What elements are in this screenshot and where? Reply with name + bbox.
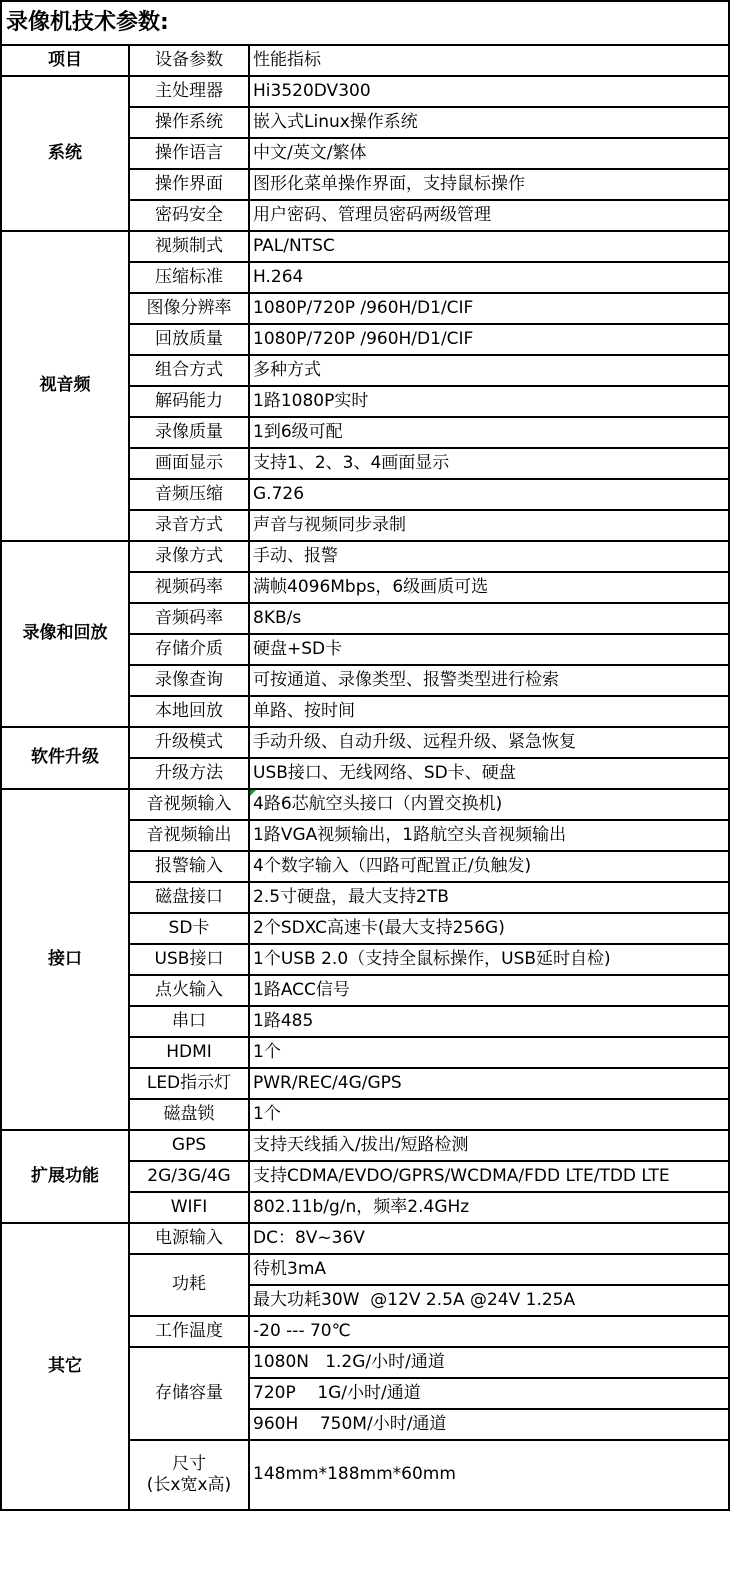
value-cell: 1路VGA视频输出，1路航空头音视频输出 xyxy=(249,820,729,851)
value-cell: 2个SDXC高速卡(最大支持256G) xyxy=(249,913,729,944)
value-cell: 148mm*188mm*60mm xyxy=(249,1440,729,1510)
page-title: 录像机技术参数: xyxy=(1,1,729,45)
param-cell: 磁盘接口 xyxy=(129,882,249,913)
param-cell: 视频制式 xyxy=(129,231,249,262)
value-cell: 1080P/720P /960H/D1/CIF xyxy=(249,324,729,355)
header-row xyxy=(1,45,729,76)
value-cell: 多种方式 xyxy=(249,355,729,386)
table-row xyxy=(1,231,729,262)
value-cell: 手动升级、自动升级、远程升级、紧急恢复 xyxy=(249,727,729,758)
param-cell: 视频码率 xyxy=(129,572,249,603)
value-cell: 1080P/720P /960H/D1/CIF xyxy=(249,293,729,324)
value-cell: 硬盘+SD卡 xyxy=(249,634,729,665)
header-value: 性能指标 xyxy=(249,45,729,76)
param-cell: 2G/3G/4G xyxy=(129,1161,249,1192)
value-cell: 图形化菜单操作界面，支持鼠标操作 xyxy=(249,169,729,200)
value-cell: G.726 xyxy=(249,479,729,510)
value-cell: USB接口、无线网络、SD卡、硬盘 xyxy=(249,758,729,789)
param-cell: 操作界面 xyxy=(129,169,249,200)
comment-flag-icon xyxy=(250,790,256,796)
group-system: 系统 xyxy=(1,76,129,231)
value-cell: PWR/REC/4G/GPS xyxy=(249,1068,729,1099)
value-cell: 802.11b/g/n，频率2.4GHz xyxy=(249,1192,729,1223)
param-cell: LED指示灯 xyxy=(129,1068,249,1099)
param-cell: 升级方法 xyxy=(129,758,249,789)
param-cell: 录像质量 xyxy=(129,417,249,448)
title-row xyxy=(1,1,729,45)
param-cell: 回放质量 xyxy=(129,324,249,355)
group-upgrade: 软件升级 xyxy=(1,727,129,789)
param-cell: 串口 xyxy=(129,1006,249,1037)
table-row xyxy=(1,76,729,107)
group-recording: 录像和回放 xyxy=(1,541,129,727)
value-cell: -20 --- 70℃ xyxy=(249,1316,729,1347)
value-cell: 中文/英文/繁体 xyxy=(249,138,729,169)
param-cell: 操作语言 xyxy=(129,138,249,169)
param-cell: 图像分辨率 xyxy=(129,293,249,324)
table-row xyxy=(1,1223,729,1254)
param-cell: 报警输入 xyxy=(129,851,249,882)
header-group: 项目 xyxy=(1,45,129,76)
value-cell: 支持天线插入/拔出/短路检测 xyxy=(249,1130,729,1161)
param-cell: 录像查询 xyxy=(129,665,249,696)
param-cell: 升级模式 xyxy=(129,727,249,758)
value-cell: 1路1080P实时 xyxy=(249,386,729,417)
value-cell: 960H 750M/小时/通道 xyxy=(249,1409,729,1440)
param-cell xyxy=(129,1440,249,1510)
value-cell: Hi3520DV300 xyxy=(249,76,729,107)
value-cell: 单路、按时间 xyxy=(249,696,729,727)
param-cell: 音频码率 xyxy=(129,603,249,634)
value-cell: 8KB/s xyxy=(249,603,729,634)
group-extension: 扩展功能 xyxy=(1,1130,129,1223)
value-cell: 1路ACC信号 xyxy=(249,975,729,1006)
value-text: 4路6芯航空头接口（内置交换机) xyxy=(253,793,503,814)
param-cell: 主处理器 xyxy=(129,76,249,107)
value-cell: 满帧4096Mbps，6级画质可选 xyxy=(249,572,729,603)
param-cell: 组合方式 xyxy=(129,355,249,386)
param-cell: 操作系统 xyxy=(129,107,249,138)
size-label-line2: (长x宽x高) xyxy=(146,1475,232,1495)
param-cell: WIFI xyxy=(129,1192,249,1223)
param-cell: HDMI xyxy=(129,1037,249,1068)
size-label-line1: 尺寸 xyxy=(172,1453,206,1474)
value-cell: 4个数字输入（四路可配置正/负触发) xyxy=(249,851,729,882)
value-cell: 可按通道、录像类型、报警类型进行检索 xyxy=(249,665,729,696)
param-cell: 点火输入 xyxy=(129,975,249,1006)
value-cell: 1080N 1.2G/小时/通道 xyxy=(249,1347,729,1378)
value-cell: 1个 xyxy=(249,1099,729,1130)
value-cell: 1个 xyxy=(249,1037,729,1068)
param-cell: 录音方式 xyxy=(129,510,249,541)
param-cell: 录像方式 xyxy=(129,541,249,572)
value-cell: DC：8V~36V xyxy=(249,1223,729,1254)
param-cell: 工作温度 xyxy=(129,1316,249,1347)
param-cell: 本地回放 xyxy=(129,696,249,727)
param-cell: SD卡 xyxy=(129,913,249,944)
value-cell: 支持1、2、3、4画面显示 xyxy=(249,448,729,479)
value-cell: 待机3mA xyxy=(249,1254,729,1285)
value-cell: 720P 1G/小时/通道 xyxy=(249,1378,729,1409)
value-cell: 支持CDMA/EVDO/GPRS/WCDMA/FDD LTE/TDD LTE xyxy=(249,1161,729,1192)
value-cell: 最大功耗30W @12V 2.5A @24V 1.25A xyxy=(249,1285,729,1316)
group-av: 视音频 xyxy=(1,231,129,541)
value-cell: 2.5寸硬盘，最大支持2TB xyxy=(249,882,729,913)
param-cell: 磁盘锁 xyxy=(129,1099,249,1130)
value-cell: 1到6级可配 xyxy=(249,417,729,448)
param-cell: 密码安全 xyxy=(129,200,249,231)
group-interface: 接口 xyxy=(1,789,129,1130)
table-row xyxy=(1,1130,729,1161)
param-cell: 电源输入 xyxy=(129,1223,249,1254)
value-cell: 用户密码、管理员密码两级管理 xyxy=(249,200,729,231)
value-cell: 声音与视频同步录制 xyxy=(249,510,729,541)
value-cell: PAL/NTSC xyxy=(249,231,729,262)
param-cell: 存储介质 xyxy=(129,634,249,665)
value-cell: 1个USB 2.0（支持全鼠标操作，USB延时自检) xyxy=(249,944,729,975)
table-row xyxy=(1,727,729,758)
param-cell: 画面显示 xyxy=(129,448,249,479)
group-other: 其它 xyxy=(1,1223,129,1510)
table-row xyxy=(1,541,729,572)
value-cell xyxy=(249,789,729,820)
value-cell: 1路485 xyxy=(249,1006,729,1037)
param-cell: 音视频输入 xyxy=(129,789,249,820)
table-row xyxy=(1,789,729,820)
param-cell: 音视频输出 xyxy=(129,820,249,851)
param-cell: 存储容量 xyxy=(129,1347,249,1440)
param-cell: 压缩标准 xyxy=(129,262,249,293)
param-cell: 音频压缩 xyxy=(129,479,249,510)
param-cell: GPS xyxy=(129,1130,249,1161)
param-cell: USB接口 xyxy=(129,944,249,975)
value-cell: H.264 xyxy=(249,262,729,293)
value-cell: 手动、报警 xyxy=(249,541,729,572)
param-cell: 解码能力 xyxy=(129,386,249,417)
param-cell: 功耗 xyxy=(129,1254,249,1316)
header-param: 设备参数 xyxy=(129,45,249,76)
value-cell: 嵌入式Linux操作系统 xyxy=(249,107,729,138)
